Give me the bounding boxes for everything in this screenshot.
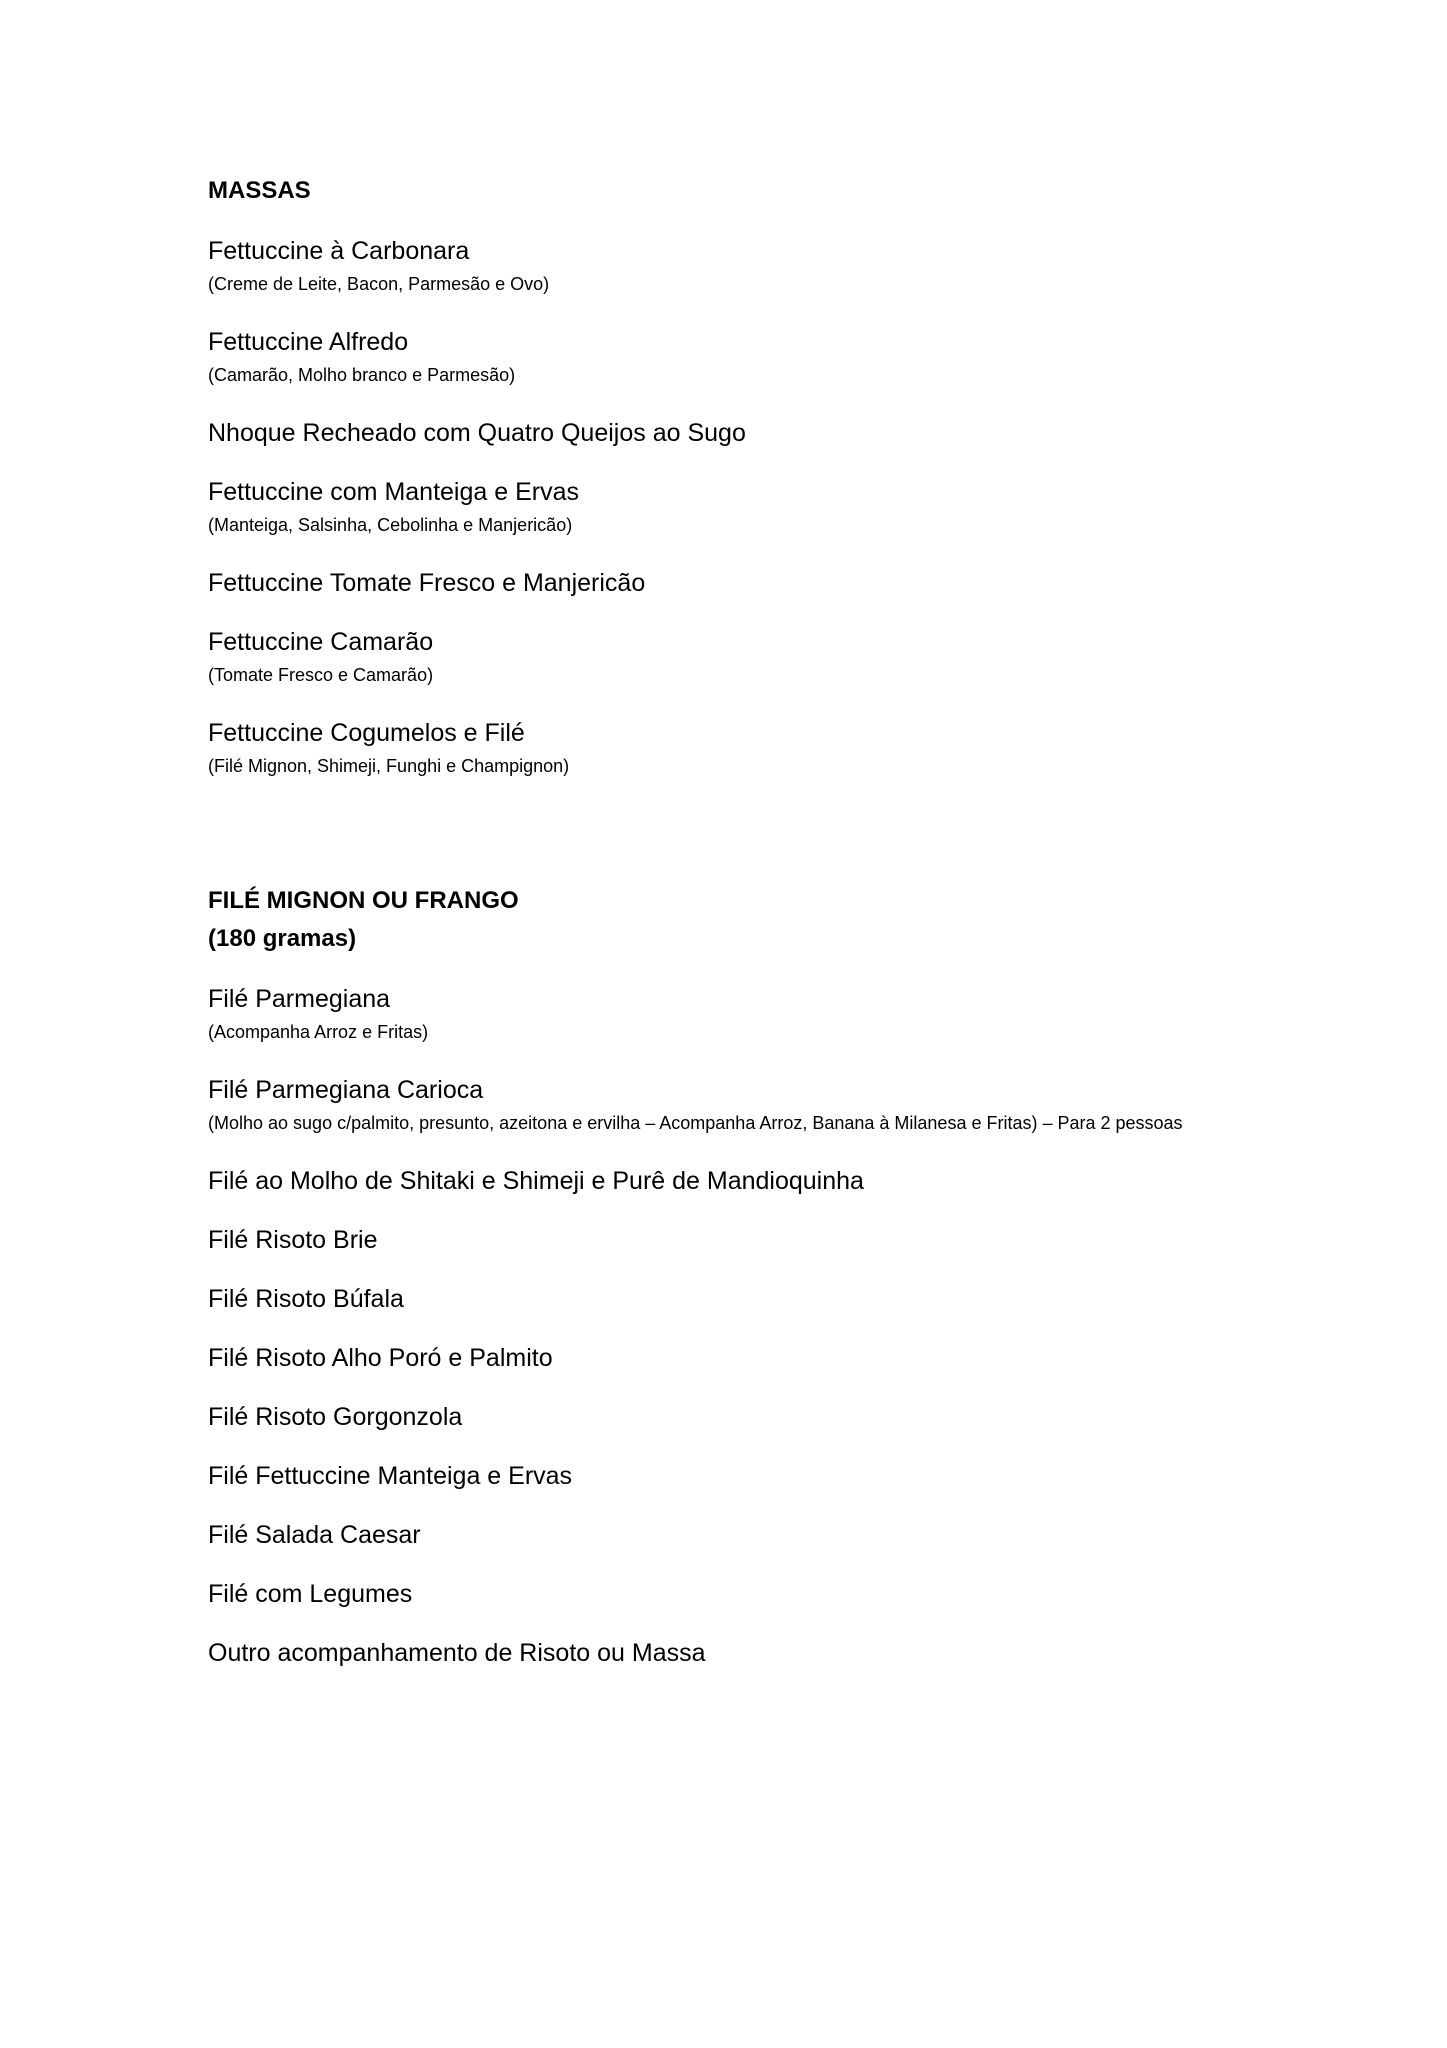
menu-item: [208, 234, 1208, 300]
item-description: (Acompanha Arroz e Fritas): [208, 1022, 429, 1042]
item-description: (Camarão, Molho branco e Parmesão): [208, 365, 516, 385]
item-description: (Tomate Fresco e Camarão): [208, 665, 434, 685]
section-header: [208, 172, 1208, 210]
section-spacer: [208, 807, 1208, 882]
section-header: [208, 882, 1208, 958]
section-massas: [208, 172, 1208, 782]
item-name: Nhoque Recheado com Quatro Queijos ao Sugo: [208, 419, 746, 447]
menu-item: [208, 325, 1208, 391]
menu-item: [208, 1518, 1208, 1552]
item-name: Fettuccine Cogumelos e Filé: [208, 719, 525, 747]
menu-item: [208, 1282, 1208, 1316]
item-name: Fettuccine à Carbonara: [208, 237, 470, 265]
item-name: Fettuccine com Manteiga e Ervas: [208, 478, 579, 506]
item-name: Filé Risoto Búfala: [208, 1285, 404, 1313]
menu-item: [208, 1459, 1208, 1493]
menu-item: [208, 716, 1208, 782]
menu-item: [208, 625, 1208, 691]
menu-item: [208, 1577, 1208, 1611]
item-name: Filé Risoto Gorgonzola: [208, 1403, 463, 1431]
section-file-mignon-ou-frango: [208, 882, 1208, 1670]
item-name: Fettuccine Alfredo: [208, 328, 409, 356]
menu-item: [208, 1164, 1208, 1198]
item-description: (Creme de Leite, Bacon, Parmesão e Ovo): [208, 274, 550, 294]
menu-item: [208, 475, 1208, 541]
item-name: Filé Risoto Alho Poró e Palmito: [208, 1344, 553, 1372]
item-name: Filé com Legumes: [208, 1580, 413, 1608]
menu-page: [208, 172, 1208, 1695]
section-title: MASSAS: [208, 177, 311, 204]
menu-item: [208, 566, 1208, 600]
item-name: Filé Risoto Brie: [208, 1226, 378, 1254]
menu-item: [208, 1636, 1208, 1670]
section-title: FILÉ MIGNON OU FRANGO: [208, 887, 519, 914]
item-description: (Molho ao sugo c/palmito, presunto, azeitona e ervilha – Acompanha Arroz, Banana à Milanesa e Fritas) – Para 2 pessoas: [208, 1113, 1183, 1133]
item-description: (Manteiga, Salsinha, Cebolinha e Manjericão): [208, 515, 573, 535]
item-name: Fettuccine Camarão: [208, 628, 434, 656]
item-name: Fettuccine Tomate Fresco e Manjericão: [208, 569, 646, 597]
menu-item: [208, 1341, 1208, 1375]
menu-item: [208, 982, 1208, 1048]
item-name: Filé ao Molho de Shitaki e Shimeji e Purê de Mandioquinha: [208, 1167, 864, 1195]
item-name: Filé Fettuccine Manteiga e Ervas: [208, 1462, 573, 1490]
item-name: Outro acompanhamento de Risoto ou Massa: [208, 1639, 706, 1667]
menu-item: [208, 1400, 1208, 1434]
section-subtitle: (180 gramas): [208, 925, 357, 952]
item-name: Filé Parmegiana: [208, 985, 391, 1013]
menu-item: [208, 1073, 1208, 1139]
menu-item: [208, 1223, 1208, 1257]
menu-item: [208, 416, 1208, 450]
item-name: Filé Salada Caesar: [208, 1521, 421, 1549]
item-description: (Filé Mignon, Shimeji, Funghi e Champignon): [208, 756, 570, 776]
item-name: Filé Parmegiana Carioca: [208, 1076, 484, 1104]
